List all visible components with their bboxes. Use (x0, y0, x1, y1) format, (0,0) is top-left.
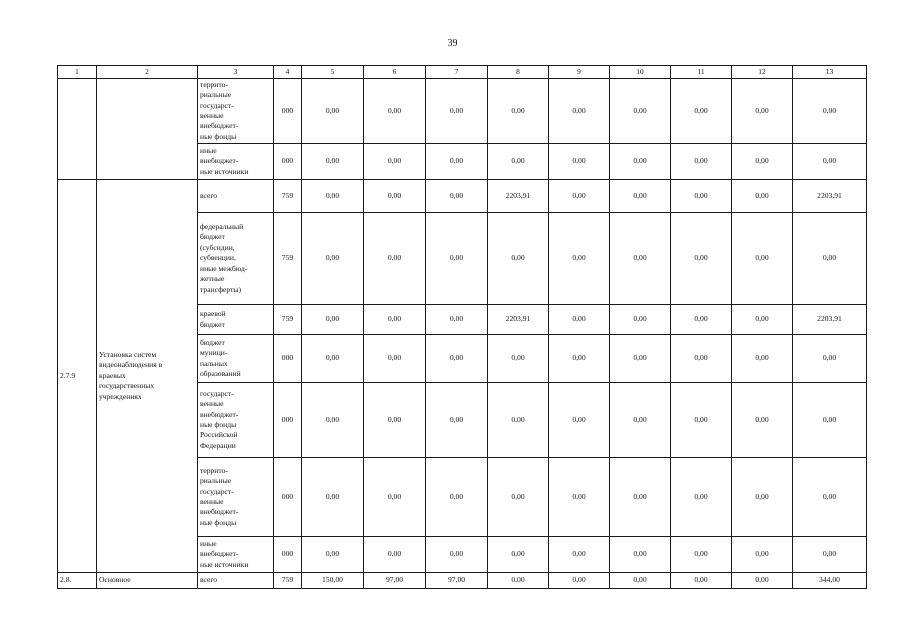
budget-code: 000 (274, 458, 302, 537)
column-header: 4 (274, 66, 302, 79)
column-header: 11 (671, 66, 732, 79)
amount-cell: 0,00 (302, 537, 364, 573)
amount-cell: 0,00 (549, 144, 610, 180)
amount-cell: 0,00 (732, 335, 793, 383)
amount-cell: 0,00 (426, 213, 488, 305)
amount-cell: 0,00 (732, 458, 793, 537)
row-number: 2.7.9 (58, 180, 97, 573)
amount-cell: 0,00 (732, 144, 793, 180)
amount-cell: 0,00 (302, 458, 364, 537)
page-number: 39 (447, 38, 458, 49)
measure-name: Основное (97, 573, 198, 589)
column-header: 7 (426, 66, 488, 79)
column-header: 2 (97, 66, 198, 79)
amount-cell: 0,00 (488, 537, 549, 573)
amount-cell: 0,00 (671, 180, 732, 213)
amount-cell: 0,00 (671, 537, 732, 573)
header-row (58, 66, 867, 79)
amount-cell: 97,00 (364, 573, 426, 589)
amount-cell: 344,00 (793, 573, 867, 589)
funding-source: всего (198, 573, 274, 589)
amount-cell: 0,00 (610, 383, 671, 458)
budget-code: 000 (274, 144, 302, 180)
amount-cell: 0,00 (302, 213, 364, 305)
amount-cell: 0,00 (364, 213, 426, 305)
amount-cell: 0,00 (302, 335, 364, 383)
funding-source: иные внебюджет- ные источники (198, 144, 274, 180)
amount-cell: 0,00 (732, 383, 793, 458)
table-row (58, 79, 867, 144)
amount-cell: 0,00 (793, 383, 867, 458)
amount-cell: 0,00 (793, 213, 867, 305)
amount-cell: 0,00 (671, 213, 732, 305)
column-header: 12 (732, 66, 793, 79)
amount-cell: 0,00 (732, 79, 793, 144)
amount-cell: 0,00 (426, 458, 488, 537)
amount-cell: 0,00 (671, 335, 732, 383)
amount-cell: 0,00 (549, 537, 610, 573)
amount-cell: 2203,91 (793, 305, 867, 335)
budget-code: 000 (274, 383, 302, 458)
amount-cell: 0,00 (732, 305, 793, 335)
amount-cell: 0,00 (671, 458, 732, 537)
amount-cell: 0,00 (610, 79, 671, 144)
amount-cell: 0,00 (671, 305, 732, 335)
amount-cell: 0,00 (671, 79, 732, 144)
amount-cell: 0,00 (732, 573, 793, 589)
column-header: 8 (488, 66, 549, 79)
amount-cell: 0,00 (302, 79, 364, 144)
amount-cell: 0,00 (732, 537, 793, 573)
column-header: 3 (198, 66, 274, 79)
amount-cell: 0,00 (364, 144, 426, 180)
amount-cell: 0,00 (610, 458, 671, 537)
amount-cell: 0,00 (426, 79, 488, 144)
amount-cell: 0,00 (549, 383, 610, 458)
budget-code: 759 (274, 573, 302, 589)
amount-cell: 0,00 (364, 383, 426, 458)
amount-cell: 0,00 (364, 305, 426, 335)
amount-cell: 0,00 (302, 180, 364, 213)
amount-cell: 0,00 (488, 573, 549, 589)
table-row (58, 180, 867, 213)
column-header: 6 (364, 66, 426, 79)
column-header: 13 (793, 66, 867, 79)
amount-cell: 0,00 (610, 213, 671, 305)
row-number: 2.8. (58, 573, 97, 589)
amount-cell: 0,00 (793, 79, 867, 144)
amount-cell: 0,00 (671, 573, 732, 589)
amount-cell: 0,00 (671, 383, 732, 458)
amount-cell: 0,00 (671, 144, 732, 180)
funding-source: федеральный бюджет (субсидии, субвенции, иные межбюд- жетные трансферты) (198, 213, 274, 305)
budget-code: 759 (274, 305, 302, 335)
amount-cell: 0,00 (302, 383, 364, 458)
amount-cell: 0,00 (549, 305, 610, 335)
amount-cell: 0,00 (549, 79, 610, 144)
funding-source: бюджет муници- пальных образований (198, 335, 274, 383)
amount-cell: 0,00 (364, 79, 426, 144)
budget-code: 759 (274, 180, 302, 213)
budget-code: 000 (274, 335, 302, 383)
amount-cell: 2203,91 (793, 180, 867, 213)
amount-cell: 0,00 (302, 144, 364, 180)
amount-cell: 0,00 (426, 144, 488, 180)
amount-cell: 0,00 (549, 458, 610, 537)
amount-cell: 0,00 (610, 144, 671, 180)
amount-cell: 2203,91 (488, 305, 549, 335)
budget-code: 000 (274, 79, 302, 144)
funding-source: всего (198, 180, 274, 213)
amount-cell: 0,00 (610, 335, 671, 383)
funding-source: государст- венные внебюджет- ные фонды Российской Федерации (198, 383, 274, 458)
column-header: 9 (549, 66, 610, 79)
amount-cell: 0,00 (488, 79, 549, 144)
amount-cell: 2203,91 (488, 180, 549, 213)
amount-cell: 0,00 (793, 335, 867, 383)
amount-cell: 0,00 (426, 537, 488, 573)
amount-cell: 97,00 (426, 573, 488, 589)
amount-cell: 0,00 (364, 180, 426, 213)
amount-cell: 0,00 (549, 335, 610, 383)
budget-code: 759 (274, 213, 302, 305)
amount-cell: 0,00 (549, 573, 610, 589)
funding-source: краевой бюджет (198, 305, 274, 335)
amount-cell: 0,00 (549, 213, 610, 305)
funding-source: иные внебюджет- ные источники (198, 537, 274, 573)
column-header: 10 (610, 66, 671, 79)
amount-cell: 150,00 (302, 573, 364, 589)
amount-cell: 0,00 (610, 180, 671, 213)
amount-cell: 0,00 (426, 305, 488, 335)
amount-cell: 0,00 (488, 383, 549, 458)
amount-cell: 0,00 (549, 180, 610, 213)
amount-cell: 0,00 (426, 383, 488, 458)
amount-cell: 0,00 (488, 335, 549, 383)
amount-cell: 0,00 (610, 573, 671, 589)
amount-cell: 0,00 (732, 213, 793, 305)
amount-cell: 0,00 (364, 335, 426, 383)
row-number (58, 79, 97, 180)
amount-cell: 0,00 (793, 144, 867, 180)
amount-cell: 0,00 (793, 458, 867, 537)
amount-cell: 0,00 (610, 537, 671, 573)
amount-cell: 0,00 (426, 180, 488, 213)
amount-cell: 0,00 (793, 537, 867, 573)
amount-cell: 0,00 (364, 458, 426, 537)
funding-source: террито- риальные государст- венные внебюджет- ные фонды (198, 458, 274, 537)
budget-code: 000 (274, 537, 302, 573)
amount-cell: 0,00 (488, 213, 549, 305)
column-header: 5 (302, 66, 364, 79)
amount-cell: 0,00 (426, 335, 488, 383)
measure-name: Установка систем видеонаблюдения в краевых государственных учреждениях (97, 180, 198, 573)
funding-source: террито- риальные государст- венные внебюджет- ные фонды (198, 79, 274, 144)
measure-name (97, 79, 198, 180)
budget-table (57, 65, 867, 589)
amount-cell: 0,00 (364, 537, 426, 573)
table-row (58, 573, 867, 589)
amount-cell: 0,00 (302, 305, 364, 335)
column-header: 1 (58, 66, 97, 79)
amount-cell: 0,00 (610, 305, 671, 335)
amount-cell: 0,00 (732, 180, 793, 213)
amount-cell: 0,00 (488, 458, 549, 537)
amount-cell: 0,00 (488, 144, 549, 180)
